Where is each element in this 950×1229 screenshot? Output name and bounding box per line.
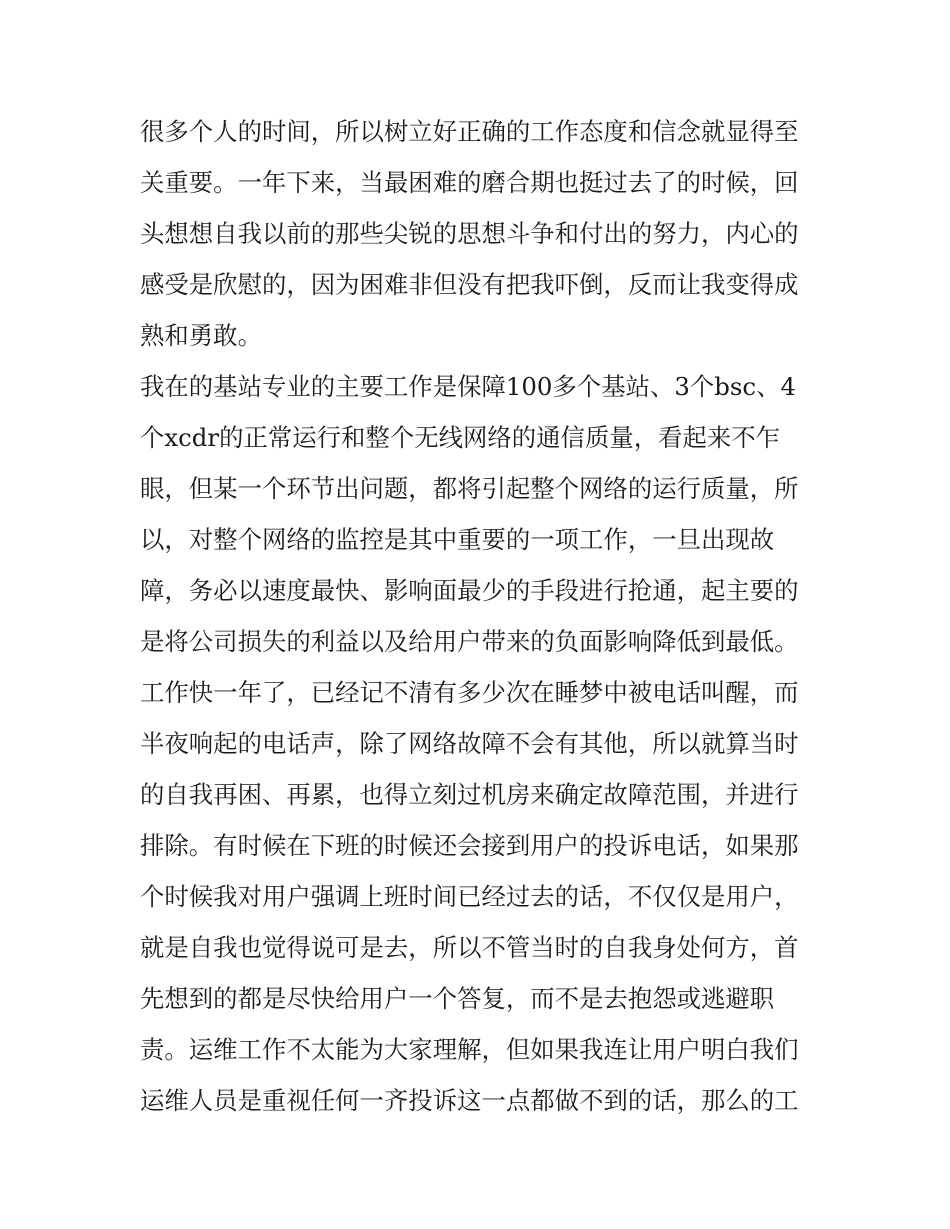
text-line: 个时候我对用户强调上班时间已经过去的话，不仅仅是用户， (140, 882, 799, 911)
text-line: 个xcdr的正常运行和整个无线网络的通信质量，看起来不乍 (140, 423, 781, 452)
text-line: 排除。有时候在下班的时候还会接到用户的投诉电话，如果那 (140, 831, 799, 860)
text-line: 关重要。一年下来，当最困难的磨合期也挺过去了的时候，回 (140, 168, 799, 197)
text-line: 先想到的都是尽快给用户一个答复，而不是去抱怨或逃避职 (140, 984, 775, 1013)
text-line: 以，对整个网络的监控是其中重要的一项工作，一旦出现故 (140, 525, 775, 554)
text-line: 的自我再困、再累，也得立刻过机房来确定故障范围，并进行 (140, 780, 799, 809)
text-line: 半夜响起的电话声，除了网络故障不会有其他，所以就算当时 (140, 729, 799, 758)
text-line: 运维人员是重视任何一齐投诉这一点都做不到的话，那么的工 (140, 1086, 799, 1115)
text-line: 障，务必以速度最快、影响面最少的手段进行抢通，起主要的 (140, 576, 799, 605)
text-line: 眼，但某一个环节出问题，都将引起整个网络的运行质量，所 (140, 474, 799, 503)
text-line: 熟和勇敢。 (140, 321, 262, 350)
text-line: 是将公司损失的利益以及给用户带来的负面影响降低到最低。 (140, 627, 799, 656)
text-line: 我在的基站专业的主要工作是保障100多个基站、3个bsc、4 (140, 372, 796, 401)
text-line: 就是自我也觉得说可是去，所以不管当时的自我身处何方，首 (140, 933, 799, 962)
text-line: 责。运维工作不太能为大家理解，但如果我连让用户明白我们 (140, 1035, 799, 1064)
text-line: 头想想自我以前的那些尖锐的思想斗争和付出的努力，内心的 (140, 219, 799, 248)
text-line: 工作快一年了，已经记不清有多少次在睡梦中被电话叫醒，而 (140, 678, 799, 707)
body-text (140, 106, 820, 1126)
text-line: 很多个人的时间，所以树立好正确的工作态度和信念就显得至 (140, 117, 799, 146)
text-line: 感受是欣慰的，因为困难非但没有把我吓倒，反而让我变得成 (140, 270, 799, 299)
